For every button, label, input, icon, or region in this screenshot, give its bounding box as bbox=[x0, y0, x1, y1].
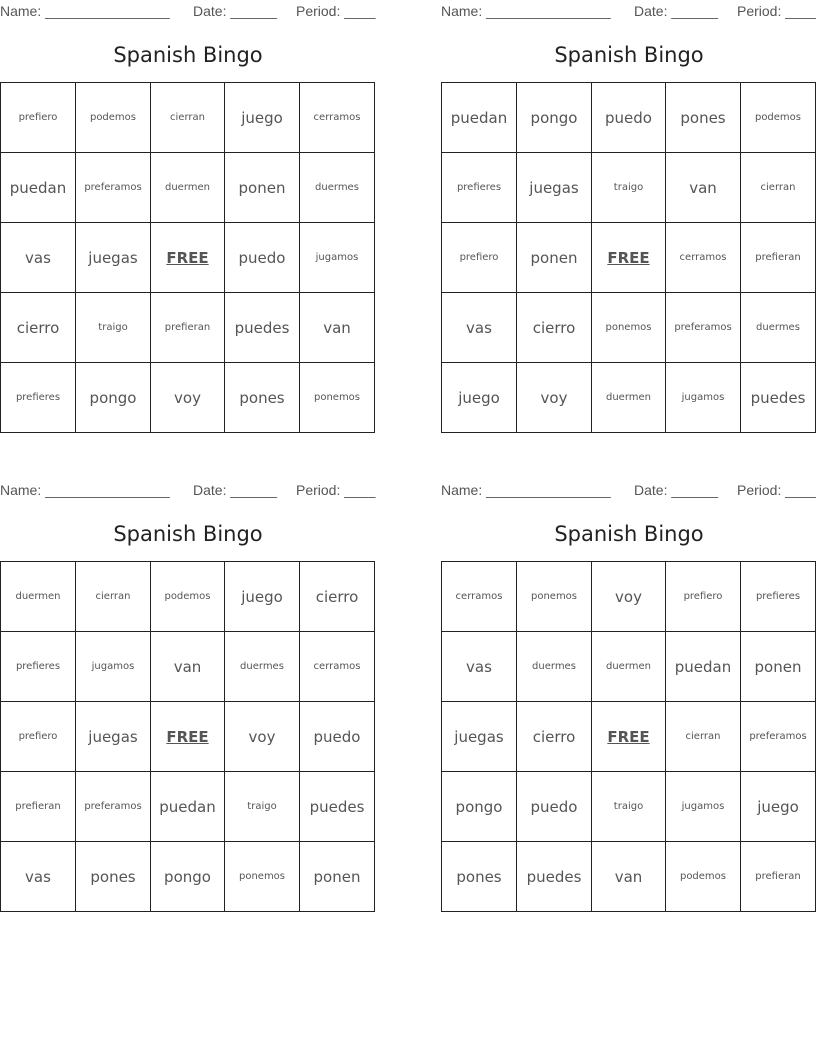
card-title: Spanish Bingo bbox=[554, 522, 704, 546]
bingo-cell: preferamos bbox=[76, 153, 151, 223]
period-field: Period: ____ bbox=[296, 3, 376, 19]
bingo-cell: cierran bbox=[741, 153, 816, 223]
bingo-cell: cierro bbox=[517, 293, 592, 363]
bingo-cell: prefiero bbox=[1, 83, 76, 153]
bingo-cell: podemos bbox=[666, 842, 741, 912]
bingo-cell: duermen bbox=[1, 562, 76, 632]
bingo-cell: pongo bbox=[442, 772, 517, 842]
date-field: Date: ______ bbox=[193, 482, 278, 498]
bingo-cell: ponemos bbox=[592, 293, 666, 363]
bingo-cell: cierro bbox=[1, 293, 76, 363]
bingo-cell: prefieran bbox=[741, 223, 816, 293]
bingo-cell: preferamos bbox=[741, 702, 816, 772]
bingo-cell: duermes bbox=[225, 632, 300, 702]
bingo-cell: cierro bbox=[517, 702, 592, 772]
bingo-cell: puedan bbox=[1, 153, 76, 223]
bingo-cell: puedan bbox=[151, 772, 225, 842]
bingo-cell: preferamos bbox=[76, 772, 151, 842]
bingo-cell: prefieres bbox=[741, 562, 816, 632]
bingo-cell: juegas bbox=[76, 702, 151, 772]
bingo-grid bbox=[0, 82, 375, 433]
bingo-cell: traigo bbox=[592, 772, 666, 842]
bingo-cell: juego bbox=[442, 363, 517, 433]
bingo-cell: prefieran bbox=[741, 842, 816, 912]
bingo-cell: ponen bbox=[225, 153, 300, 223]
bingo-cell: traigo bbox=[592, 153, 666, 223]
bingo-grid bbox=[441, 561, 816, 912]
bingo-cell: jugamos bbox=[76, 632, 151, 702]
bingo-cell: cerramos bbox=[300, 83, 375, 153]
bingo-cell: vas bbox=[1, 842, 76, 912]
bingo-cell: podemos bbox=[741, 83, 816, 153]
bingo-cell: ponemos bbox=[225, 842, 300, 912]
name-field: Name: ________________ bbox=[0, 482, 170, 498]
date-field: Date: ______ bbox=[634, 482, 719, 498]
bingo-cell: prefiero bbox=[666, 562, 741, 632]
bingo-cell: duermen bbox=[592, 632, 666, 702]
bingo-cell: cerramos bbox=[442, 562, 517, 632]
card-title: Spanish Bingo bbox=[113, 43, 263, 67]
bingo-cell: jugamos bbox=[666, 772, 741, 842]
card-title: Spanish Bingo bbox=[554, 43, 704, 67]
bingo-cell: pongo bbox=[151, 842, 225, 912]
student-info-line bbox=[441, 482, 816, 498]
bingo-cell: juegas bbox=[76, 223, 151, 293]
bingo-cell: puedo bbox=[517, 772, 592, 842]
bingo-cell: puedan bbox=[442, 83, 517, 153]
bingo-cell: cierran bbox=[666, 702, 741, 772]
free-space: FREE bbox=[151, 223, 225, 293]
bingo-cell: ponen bbox=[741, 632, 816, 702]
bingo-cell: duermes bbox=[300, 153, 375, 223]
bingo-cell: prefieran bbox=[1, 772, 76, 842]
bingo-cell: duermes bbox=[741, 293, 816, 363]
bingo-cell: voy bbox=[517, 363, 592, 433]
bingo-cell: pones bbox=[666, 83, 741, 153]
bingo-cell: cierro bbox=[300, 562, 375, 632]
bingo-cell: cerramos bbox=[666, 223, 741, 293]
bingo-cell: traigo bbox=[225, 772, 300, 842]
bingo-cell: puedo bbox=[592, 83, 666, 153]
bingo-cell: jugamos bbox=[300, 223, 375, 293]
bingo-cell: duermes bbox=[517, 632, 592, 702]
bingo-cell: jugamos bbox=[666, 363, 741, 433]
name-field: Name: ________________ bbox=[0, 3, 170, 19]
bingo-cell: voy bbox=[592, 562, 666, 632]
bingo-cell: puedes bbox=[517, 842, 592, 912]
bingo-cell: puedes bbox=[225, 293, 300, 363]
bingo-cell: podemos bbox=[151, 562, 225, 632]
bingo-cell: cierran bbox=[151, 83, 225, 153]
bingo-cell: preferamos bbox=[666, 293, 741, 363]
bingo-cell: pongo bbox=[517, 83, 592, 153]
bingo-cell: van bbox=[666, 153, 741, 223]
free-space: FREE bbox=[151, 702, 225, 772]
bingo-cell: pones bbox=[442, 842, 517, 912]
date-field: Date: ______ bbox=[634, 3, 719, 19]
bingo-cell: vas bbox=[442, 632, 517, 702]
bingo-cell: pones bbox=[76, 842, 151, 912]
bingo-cell: voy bbox=[225, 702, 300, 772]
bingo-grid bbox=[0, 561, 375, 912]
bingo-cell: pones bbox=[225, 363, 300, 433]
bingo-cell: juego bbox=[225, 562, 300, 632]
bingo-cell: juego bbox=[225, 83, 300, 153]
bingo-cell: vas bbox=[442, 293, 517, 363]
bingo-cell: puedes bbox=[741, 363, 816, 433]
free-space: FREE bbox=[592, 223, 666, 293]
bingo-cell: juegas bbox=[442, 702, 517, 772]
bingo-cell: vas bbox=[1, 223, 76, 293]
bingo-cell: duermen bbox=[151, 153, 225, 223]
name-field: Name: ________________ bbox=[441, 3, 611, 19]
period-field: Period: ____ bbox=[737, 482, 816, 498]
bingo-cell: prefiero bbox=[1, 702, 76, 772]
bingo-cell: voy bbox=[151, 363, 225, 433]
bingo-cell: traigo bbox=[76, 293, 151, 363]
bingo-cell: puedan bbox=[666, 632, 741, 702]
bingo-cell: prefieran bbox=[151, 293, 225, 363]
bingo-cell: van bbox=[592, 842, 666, 912]
bingo-cell: cierran bbox=[76, 562, 151, 632]
bingo-cell: puedo bbox=[300, 702, 375, 772]
bingo-cell: cerramos bbox=[300, 632, 375, 702]
bingo-cell: juegas bbox=[517, 153, 592, 223]
bingo-cell: prefiero bbox=[442, 223, 517, 293]
bingo-cell: prefieres bbox=[1, 363, 76, 433]
bingo-cell: van bbox=[151, 632, 225, 702]
bingo-cell: van bbox=[300, 293, 375, 363]
bingo-cell: ponen bbox=[300, 842, 375, 912]
bingo-cell: juego bbox=[741, 772, 816, 842]
bingo-cell: ponemos bbox=[517, 562, 592, 632]
student-info-line bbox=[441, 3, 816, 19]
bingo-cell: prefieres bbox=[1, 632, 76, 702]
free-space: FREE bbox=[592, 702, 666, 772]
bingo-cell: puedo bbox=[225, 223, 300, 293]
bingo-cell: ponen bbox=[517, 223, 592, 293]
bingo-cell: ponemos bbox=[300, 363, 375, 433]
student-info-line bbox=[0, 3, 376, 19]
bingo-cell: pongo bbox=[76, 363, 151, 433]
bingo-grid bbox=[441, 82, 816, 433]
bingo-cell: puedes bbox=[300, 772, 375, 842]
bingo-cell: duermen bbox=[592, 363, 666, 433]
period-field: Period: ____ bbox=[296, 482, 376, 498]
date-field: Date: ______ bbox=[193, 3, 278, 19]
card-title: Spanish Bingo bbox=[113, 522, 263, 546]
student-info-line bbox=[0, 482, 376, 498]
bingo-cell: podemos bbox=[76, 83, 151, 153]
bingo-cell: prefieres bbox=[442, 153, 517, 223]
period-field: Period: ____ bbox=[737, 3, 816, 19]
name-field: Name: ________________ bbox=[441, 482, 611, 498]
